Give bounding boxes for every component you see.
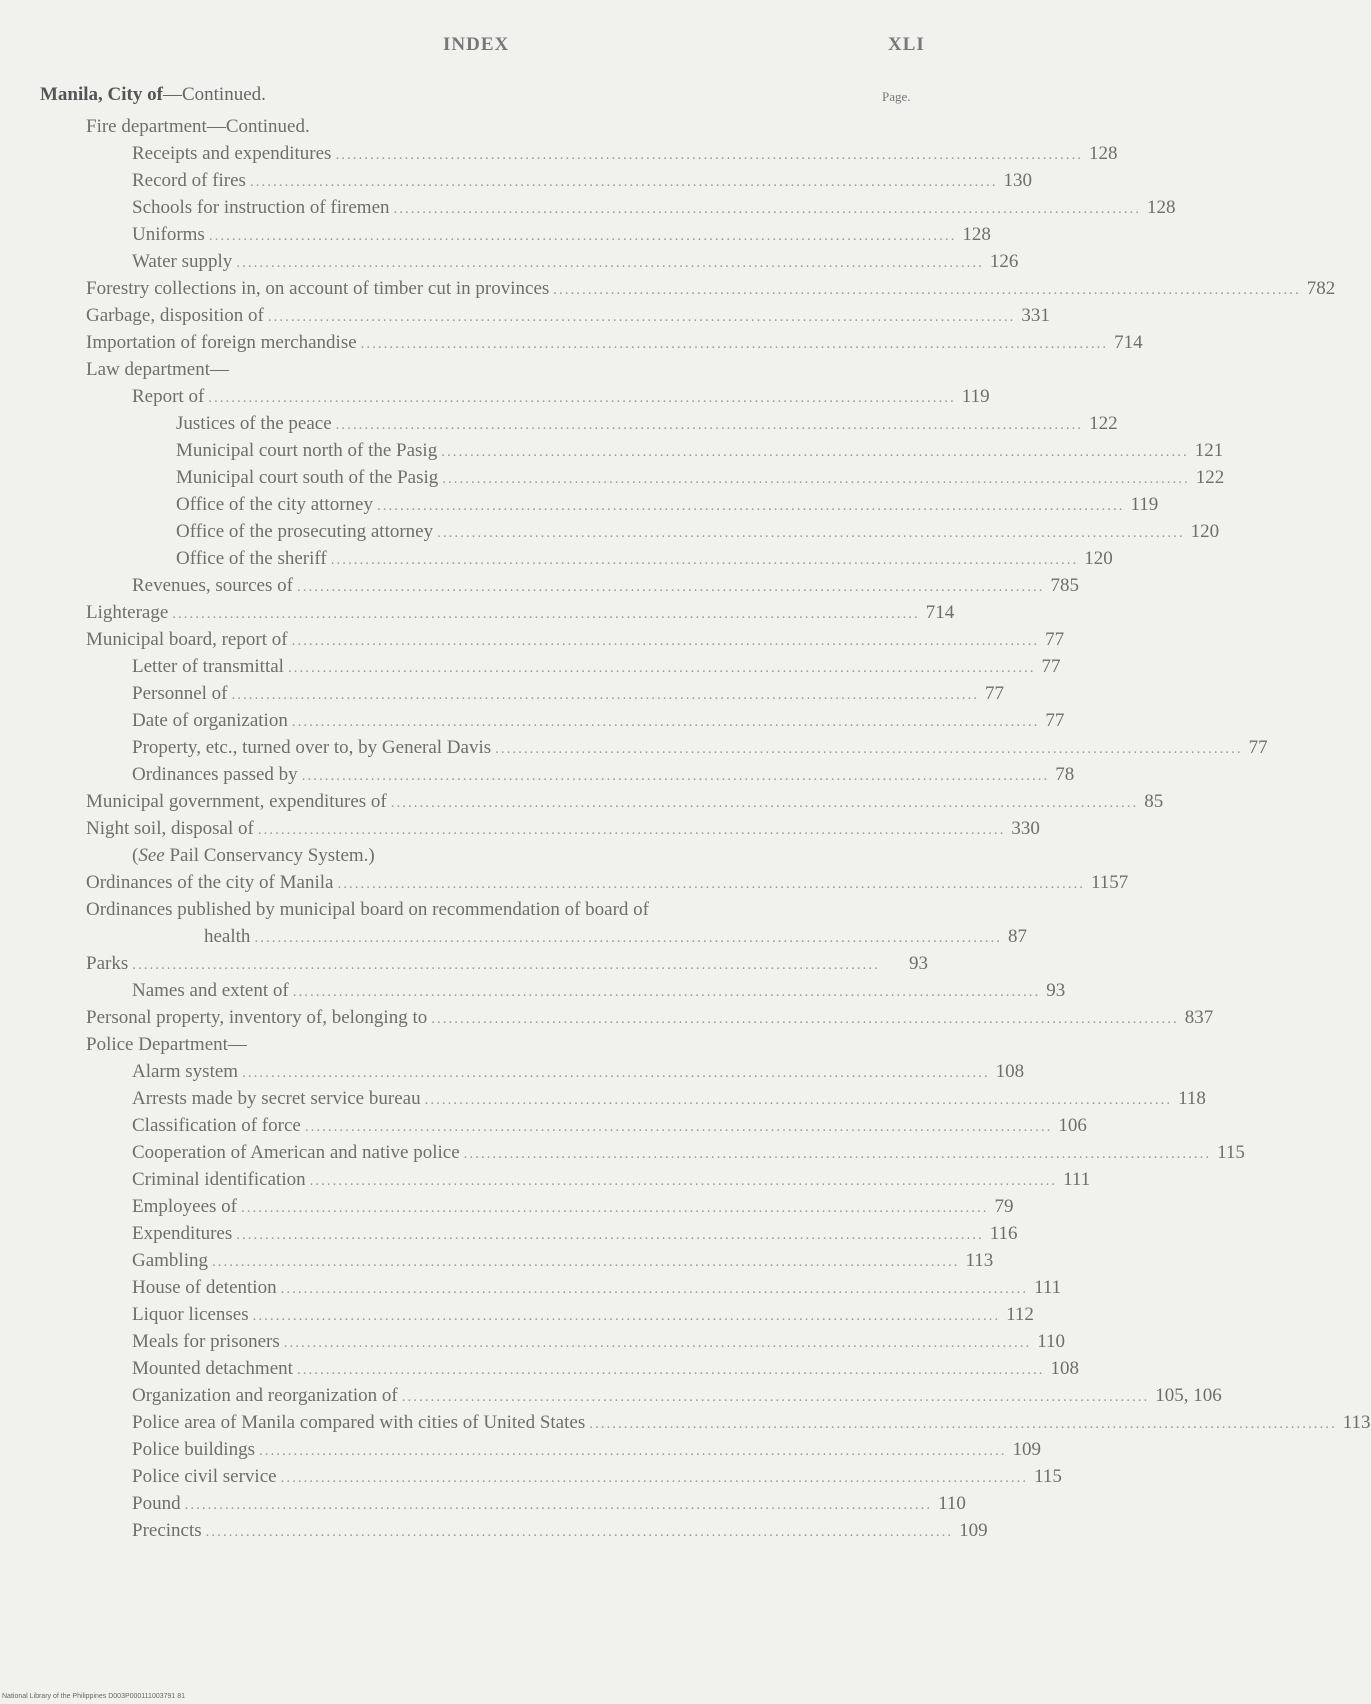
index-entry <box>132 1328 1066 1355</box>
index-entry <box>132 1301 1034 1328</box>
entry-label: Precincts <box>132 1520 202 1541</box>
main-heading-continued: —Continued. <box>162 84 266 105</box>
index-entry <box>132 572 1079 599</box>
dot-leader: .................................................................................................................................. <box>495 741 1243 757</box>
entry-label: House of detention <box>132 1277 277 1298</box>
dot-leader: .................................................................................................................................. <box>296 1362 1045 1378</box>
dot-leader: .................................................................................................................................. <box>254 930 1002 946</box>
dot-leader: .................................................................................................................................. <box>330 552 1079 568</box>
index-entry <box>86 329 1143 356</box>
entry-page: 79 <box>994 1196 1014 1217</box>
entry-page: 77 <box>1041 656 1061 677</box>
index-entry <box>132 1436 1041 1463</box>
dot-leader: .................................................................................................................................. <box>292 984 1041 1000</box>
dot-leader: .................................................................................................................................. <box>258 1443 1007 1459</box>
entry-label: Employees of <box>132 1196 238 1217</box>
index-entry <box>132 734 1268 761</box>
dot-leader: .................................................................................................................................. <box>437 525 1185 541</box>
index-entry <box>132 1409 1371 1436</box>
dot-leader: .................................................................................................................................. <box>267 309 1016 325</box>
scan-footer: National Library of the Philippines D003P000111003791 81 <box>2 1693 186 1700</box>
dot-leader: .................................................................................................................................. <box>205 1524 954 1540</box>
index-entry <box>132 140 1118 167</box>
entry-page: 782 <box>1306 278 1336 299</box>
index-entry <box>132 761 1075 788</box>
dot-leader: .................................................................................................................................. <box>236 1227 984 1243</box>
dot-leader: .................................................................................................................................. <box>296 579 1045 595</box>
page-column-label: Page. <box>882 89 911 104</box>
entry-page: 78 <box>1055 764 1075 785</box>
entry-label: Office of the city attorney <box>176 494 373 515</box>
index-entry <box>176 518 1220 545</box>
entry-page: 128 <box>1147 197 1176 218</box>
entry-page: 110 <box>938 1493 966 1514</box>
index-entry <box>132 1193 1014 1220</box>
entry-page: 77 <box>1045 710 1065 731</box>
index-entry-continuation <box>204 923 1027 950</box>
entry-page: 108 <box>1050 1358 1079 1379</box>
entry-label: Office of the prosecuting attorney <box>176 521 434 542</box>
index-entry <box>132 680 1005 707</box>
entry-page: 122 <box>1089 413 1118 434</box>
dot-leader: .................................................................................................................................. <box>208 390 956 406</box>
entry-page: 1157 <box>1090 872 1129 893</box>
entry-label: Criminal identification <box>132 1169 306 1190</box>
entry-page: 331 <box>1021 305 1050 326</box>
entry-page: 119 <box>1130 494 1159 515</box>
entry-label: Police buildings <box>132 1439 255 1460</box>
dot-leader: .................................................................................................................................. <box>291 633 1040 649</box>
main-heading <box>40 84 266 106</box>
entry-label: Parks <box>86 953 129 974</box>
dot-leader: .................................................................................................................................. <box>553 282 1301 298</box>
index-entry <box>86 599 955 626</box>
entry-label: Revenues, sources of <box>132 575 293 596</box>
dot-leader: .................................................................................................................................. <box>252 1308 1001 1324</box>
entry-page: 109 <box>1012 1439 1041 1460</box>
dot-leader: .................................................................................................................................. <box>280 1470 1029 1486</box>
index-entry <box>132 194 1176 221</box>
entry-label: Lighterage <box>86 602 169 623</box>
entry-label: Names and extent of <box>132 980 289 1001</box>
entry-page: 130 <box>1003 170 1032 191</box>
entry-label: Municipal board, report of <box>86 629 288 650</box>
entry-page: 85 <box>1144 791 1164 812</box>
entry-label: Importation of foreign merchandise <box>86 332 357 353</box>
index-entry <box>86 1031 928 1058</box>
dot-leader: .................................................................................................................................. <box>309 1173 1058 1189</box>
dot-leader: .................................................................................................................................. <box>337 876 1085 892</box>
entry-label: Municipal court south of the Pasig <box>176 467 439 488</box>
index-entry <box>132 707 1065 734</box>
page-folio: XLI <box>888 34 925 55</box>
entry-page: 115 <box>1034 1466 1062 1487</box>
entry-page: 93 <box>909 953 928 974</box>
entry-page: 714 <box>1114 332 1143 353</box>
entry-page: 330 <box>1011 818 1040 839</box>
dot-leader: .................................................................................................................................. <box>280 1281 1029 1297</box>
entry-label: Ordinances of the city of Manila <box>86 872 334 893</box>
entry-page: 837 <box>1184 1007 1214 1028</box>
entry-label: Fire department—Continued. <box>86 116 310 137</box>
index-entry <box>176 437 1224 464</box>
index-entry <box>132 1463 1062 1490</box>
entry-label: Municipal government, expenditures of <box>86 791 387 812</box>
index-entry <box>86 626 1065 653</box>
index-entry <box>176 410 1118 437</box>
dot-leader: .................................................................................................................................. <box>242 1065 990 1081</box>
index-entry <box>132 1274 1062 1301</box>
dot-leader: .................................................................................................................................. <box>236 255 984 271</box>
entry-label: Ordinances passed by <box>132 764 298 785</box>
running-title: INDEX <box>443 34 510 55</box>
dot-leader: .................................................................................................................................. <box>401 1389 1150 1405</box>
dot-leader: .................................................................................................................................. <box>424 1092 1173 1108</box>
entry-label: Meals for prisoners <box>132 1331 280 1352</box>
dot-leader: .................................................................................................................................. <box>283 1335 1032 1351</box>
entry-label: Police Department— <box>86 1034 247 1055</box>
dot-leader: .................................................................................................................................. <box>212 1254 960 1270</box>
index-entry <box>132 1139 1245 1166</box>
dot-leader: .................................................................................................................................. <box>335 417 1084 433</box>
index-entry <box>132 1085 1206 1112</box>
entry-label: Police area of Manila compared with cities of United States <box>132 1412 586 1433</box>
entry-label: Uniforms <box>132 224 205 245</box>
entry-page: 122 <box>1195 467 1225 488</box>
entry-page: 714 <box>925 602 955 623</box>
entry-label: Arrests made by secret service bureau <box>132 1088 421 1109</box>
entry-label: Personal property, inventory of, belonging to <box>86 1007 428 1028</box>
entry-page: 110 <box>1037 1331 1066 1352</box>
entry-label: Pound <box>132 1493 181 1514</box>
entry-page: 109 <box>959 1520 988 1541</box>
index-entry <box>132 167 1032 194</box>
entry-page: 111 <box>1063 1169 1091 1190</box>
entry-label: Date of organization <box>132 710 288 731</box>
dot-leader: .................................................................................................................................. <box>463 1146 1212 1162</box>
entry-page: 126 <box>989 251 1019 272</box>
dot-leader: .................................................................................................................................. <box>441 444 1189 460</box>
entry-page: 113 <box>1342 1412 1371 1433</box>
entry-label: Ordinances published by municipal board on recommendation of board of <box>86 899 649 920</box>
entry-label: Police civil service <box>132 1466 277 1487</box>
cross-reference: (See Pail Conservancy System.) <box>132 845 375 866</box>
index-entry <box>132 383 990 410</box>
dot-leader: .................................................................................................................................. <box>208 228 957 244</box>
entry-page: 116 <box>989 1223 1018 1244</box>
index-entry <box>132 1166 1091 1193</box>
entry-label: Organization and reorganization of <box>132 1385 398 1406</box>
entry-label: health <box>204 926 251 947</box>
entry-page: 77 <box>1045 629 1065 650</box>
index-entry <box>176 491 1159 518</box>
entry-page: 106 <box>1058 1115 1087 1136</box>
index-entry <box>176 464 1225 491</box>
index-entry <box>86 356 928 383</box>
index-entry <box>132 1382 1222 1409</box>
dot-leader: .................................................................................................................................. <box>301 768 1050 784</box>
index-entry <box>132 1112 1087 1139</box>
entry-page: 120 <box>1084 548 1113 569</box>
index-entry <box>86 1004 1214 1031</box>
index-entry <box>86 869 1129 896</box>
entry-label: Record of fires <box>132 170 246 191</box>
dot-leader: .................................................................................................................................. <box>172 606 920 622</box>
entry-label: Garbage, disposition of <box>86 305 264 326</box>
index-entry <box>86 788 1164 815</box>
entry-label: Personnel of <box>132 683 228 704</box>
dot-leader: .................................................................................................................................. <box>287 660 1036 676</box>
entry-label: Law department— <box>86 359 229 380</box>
entry-label: Letter of transmittal <box>132 656 284 677</box>
index-entry <box>176 545 1113 572</box>
entry-label: Justices of the peace <box>176 413 332 434</box>
dot-leader: .................................................................................................................................. <box>442 471 1190 487</box>
entry-label: Water supply <box>132 251 233 272</box>
index-entry <box>132 221 991 248</box>
main-heading-bold: Manila, City of <box>40 84 163 105</box>
entry-page: 119 <box>961 386 990 407</box>
dot-leader: .................................................................................................................................. <box>431 1011 1179 1027</box>
entry-page: 121 <box>1194 440 1224 461</box>
entry-label: Municipal court north of the Pasig <box>176 440 438 461</box>
index-entry <box>132 1058 1025 1085</box>
dot-leader: .................................................................................................................................. <box>390 795 1139 811</box>
dot-leader: .................................................................................................................................. <box>335 147 1083 163</box>
entry-page: 77 <box>1248 737 1268 758</box>
index-entry <box>132 1247 994 1274</box>
entry-page: 128 <box>1088 143 1118 164</box>
dot-leader: .................................................................................................................................. <box>393 201 1142 217</box>
entry-label: Receipts and expenditures <box>132 143 332 164</box>
entry-page: 115 <box>1217 1142 1245 1163</box>
entry-label: Schools for instruction of firemen <box>132 197 390 218</box>
index-entry <box>86 113 928 140</box>
entry-page: 111 <box>1034 1277 1062 1298</box>
entry-label: Alarm system <box>132 1061 239 1082</box>
index-entry <box>132 1490 966 1517</box>
entry-page: 87 <box>1007 926 1027 947</box>
entry-page: 113 <box>965 1250 994 1271</box>
entry-page: 128 <box>962 224 991 245</box>
index-entry <box>132 1355 1079 1382</box>
dot-leader: .................................................................................................................................. <box>360 336 1109 352</box>
entry-page: 108 <box>995 1061 1025 1082</box>
entry-label: Cooperation of American and native police <box>132 1142 460 1163</box>
entry-page: 112 <box>1006 1304 1034 1325</box>
dot-leader: .................................................................................................................................. <box>304 1119 1053 1135</box>
entry-page: 77 <box>985 683 1005 704</box>
entry-label: Classification of force <box>132 1115 301 1136</box>
dot-leader: .................................................................................................................................. <box>376 498 1125 514</box>
dot-leader: .................................................................................................................................. <box>132 957 880 973</box>
index-entry <box>132 248 1019 275</box>
entry-label: Property, etc., turned over to, by General Davis <box>132 737 492 758</box>
running-head <box>0 34 973 58</box>
entry-label: Office of the sheriff <box>176 548 327 569</box>
index-entry <box>86 275 1336 302</box>
dot-leader: .................................................................................................................................. <box>291 714 1040 730</box>
dot-leader: .................................................................................................................................. <box>231 687 980 703</box>
entry-label: Mounted detachment <box>132 1358 293 1379</box>
entry-label: Gambling <box>132 1250 208 1271</box>
index-entry <box>132 1517 988 1544</box>
index-entry <box>132 1220 1018 1247</box>
index-entry <box>132 653 1061 680</box>
entry-label: Report of <box>132 386 205 407</box>
entry-label: Night soil, disposal of <box>86 818 254 839</box>
index-entry <box>132 977 1066 1004</box>
index-entry <box>86 950 928 977</box>
dot-leader: .................................................................................................................................. <box>589 1416 1337 1432</box>
dot-leader: .................................................................................................................................. <box>184 1497 933 1513</box>
entry-label: Liquor licenses <box>132 1304 249 1325</box>
entry-label: Forestry collections in, on account of timber cut in provinces <box>86 278 550 299</box>
entry-page: 120 <box>1190 521 1220 542</box>
entry-page: 93 <box>1046 980 1066 1001</box>
entry-page: 105, 106 <box>1155 1385 1222 1406</box>
dot-leader: .................................................................................................................................. <box>241 1200 989 1216</box>
entry-page: 118 <box>1178 1088 1206 1109</box>
entry-label: Expenditures <box>132 1223 233 1244</box>
dot-leader: .................................................................................................................................. <box>257 822 1006 838</box>
index-entry <box>86 302 1050 329</box>
index-entry <box>86 896 928 923</box>
entry-page: 785 <box>1050 575 1079 596</box>
dot-leader: .................................................................................................................................. <box>249 174 998 190</box>
index-entry <box>86 815 1040 842</box>
